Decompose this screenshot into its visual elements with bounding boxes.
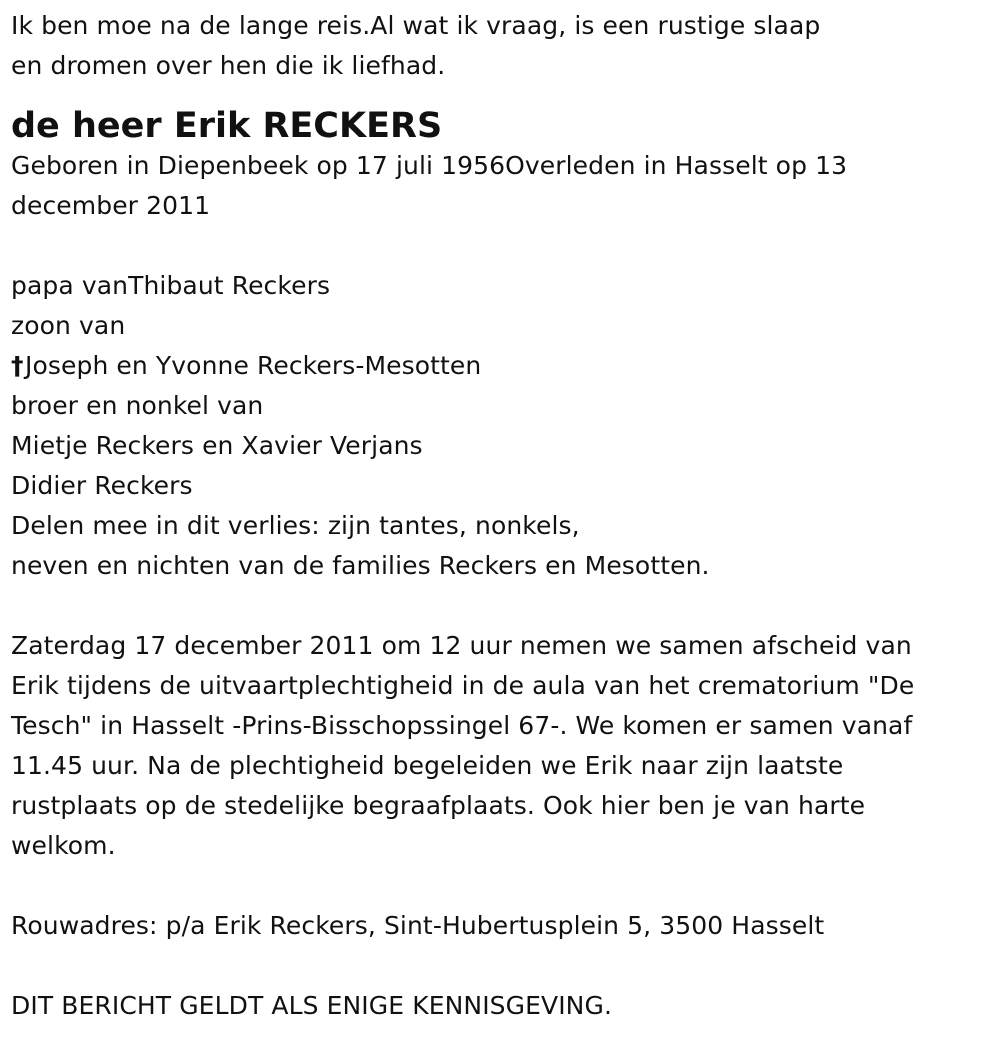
deceased-name: de heer Erik RECKERS	[11, 106, 443, 146]
ceremony-line-2: Erik tijdens de uitvaartplechtigheid in de aula van het crematorium "De	[11, 671, 915, 700]
share-line-2: neven en nichten van de families Reckers en Mesotten.	[11, 551, 710, 580]
siblings-line-2: Didier Reckers	[11, 471, 193, 500]
ceremony-line-6: welkom.	[11, 831, 116, 860]
siblings-line-1: Mietje Reckers en Xavier Verjans	[11, 431, 423, 460]
share-line-1: Delen mee in dit verlies: zijn tantes, nonkels,	[11, 511, 580, 540]
ceremony-line-4: 11.45 uur. Na de plechtigheid begeleiden we Erik naar zijn laatste	[11, 751, 844, 780]
spacer	[11, 226, 991, 266]
cross-icon: †	[11, 351, 24, 380]
spacer	[11, 586, 991, 626]
father-of: papa vanThibaut Reckers	[11, 271, 331, 300]
ceremony-line-1: Zaterdag 17 december 2011 om 12 uur nemen we samen afscheid van	[11, 631, 912, 660]
brother-label: broer en nonkel van	[11, 391, 264, 420]
ceremony-line-5: rustplaats op de stedelijke begraafplaats. Ook hier ben je van harte	[11, 791, 866, 820]
spacer	[11, 946, 991, 986]
motto-line-2: en dromen over hen die ik liefhad.	[11, 51, 446, 80]
ceremony-line-3: Tesch" in Hasselt -Prins-Bisschopssingel 67-. We komen er samen vanaf	[11, 711, 913, 740]
mourning-address: Rouwadres: p/a Erik Reckers, Sint-Hubertusplein 5, 3500 Hasselt	[11, 911, 825, 940]
parents-line	[11, 346, 991, 386]
parents-names: Joseph en Yvonne Reckers-Mesotten	[25, 351, 482, 380]
birth-death-line-1: Geboren in Diepenbeek op 17 juli 1956Overleden in Hasselt op 13	[11, 151, 848, 180]
spacer	[11, 866, 991, 906]
birth-death-line-2: december 2011	[11, 191, 211, 220]
son-of-label: zoon van	[11, 311, 126, 340]
motto-line-1: Ik ben moe na de lange reis.Al wat ik vraag, is een rustige slaap	[11, 11, 821, 40]
notice-line: DIT BERICHT GELDT ALS ENIGE KENNISGEVING.	[11, 991, 612, 1020]
obituary-notice	[11, 6, 991, 1026]
